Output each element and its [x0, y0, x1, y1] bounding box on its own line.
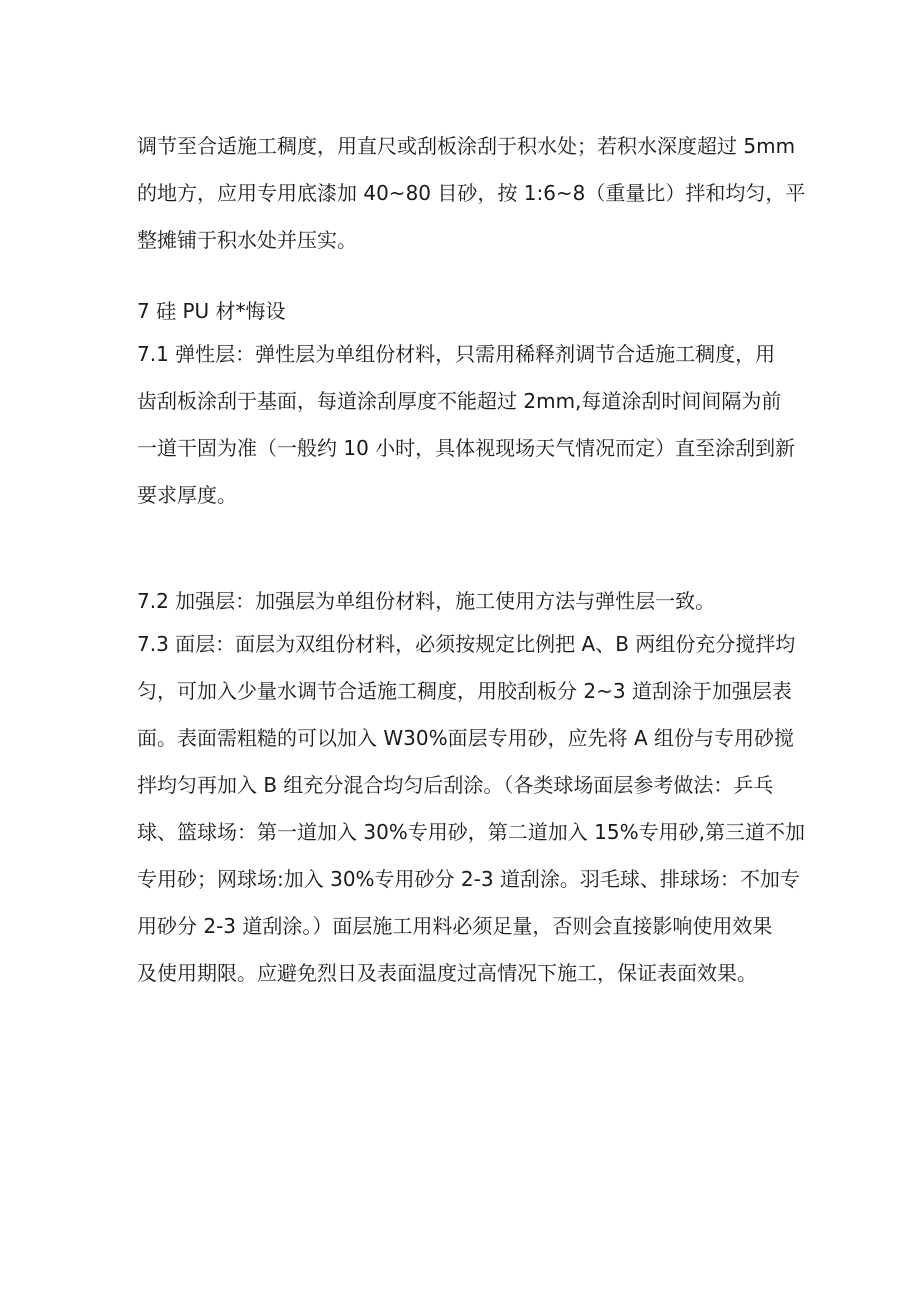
- text-line: 及使用期限。应避免烈日及表面温度过高情况下施工，保证表面效果。: [137, 961, 757, 985]
- text-line: 的地方，应用专用底漆加 40~80 目砂，按 1:6~8（重量比）拌和均匀，平: [137, 181, 806, 205]
- text-line: 球、篮球场：第一道加入 30%专用砂，第二道加入 15%专用砂,第三道不加: [137, 820, 805, 844]
- paragraph-elastic-layer: [137, 331, 796, 519]
- paragraph-surface-layer: [137, 621, 805, 997]
- text-line: 匀，可加入少量水调节合适施工稠度，用胶刮板分 2~3 道刮涂于加强层表: [137, 679, 792, 703]
- heading-line: 7 硅 PU 材*悔设: [137, 299, 286, 323]
- text-line: 面。表面需粗糙的可以加入 W30%面层专用砂，应先将 A 组份与专用砂搅: [137, 726, 794, 750]
- text-line: 齿刮板涂刮于基面，每道涂刮厚度不能超过 2mm,每道涂刮时间间隔为前: [137, 389, 782, 413]
- text-line: 一道干固为准（一般约 10 小时，具体视现场天气情况而定）直至涂刮到新: [137, 436, 796, 460]
- text-line: 用砂分 2-3 道刮涂。）面层施工用料必须足量，否则会直接影响使用效果: [137, 914, 773, 938]
- text-line: 调节至合适施工稠度，用直尺或刮板涂刮于积水处；若积水深度超过 5mm: [137, 134, 796, 158]
- text-line: 拌均匀再加入 B 组充分混合均匀后刮涂。（各类球场面层参考做法：乒乓: [137, 773, 774, 797]
- text-line: 专用砂；网球场:加入 30%专用砂分 2-3 道刮涂。羽毛球、排球场：不加专: [137, 867, 800, 891]
- text-line: 要求厚度。: [137, 483, 237, 507]
- text-line: 7.2 加强层：加强层为单组份材料，施工使用方法与弹性层一致。: [137, 589, 716, 613]
- paragraph-continued-construction: [137, 123, 806, 264]
- section-heading: [137, 288, 785, 335]
- text-line: 7.1 弹性层：弹性层为单组份材料，只需用稀释剂调节合适施工稠度，用: [137, 342, 776, 366]
- text-line: 整摊铺于积水处并压实。: [137, 228, 357, 252]
- text-line: 7.3 面层：面层为双组份材料，必须按规定比例把 A、B 两组份充分搅拌均: [137, 632, 796, 656]
- paragraph-reinforcement-layer: [137, 578, 785, 625]
